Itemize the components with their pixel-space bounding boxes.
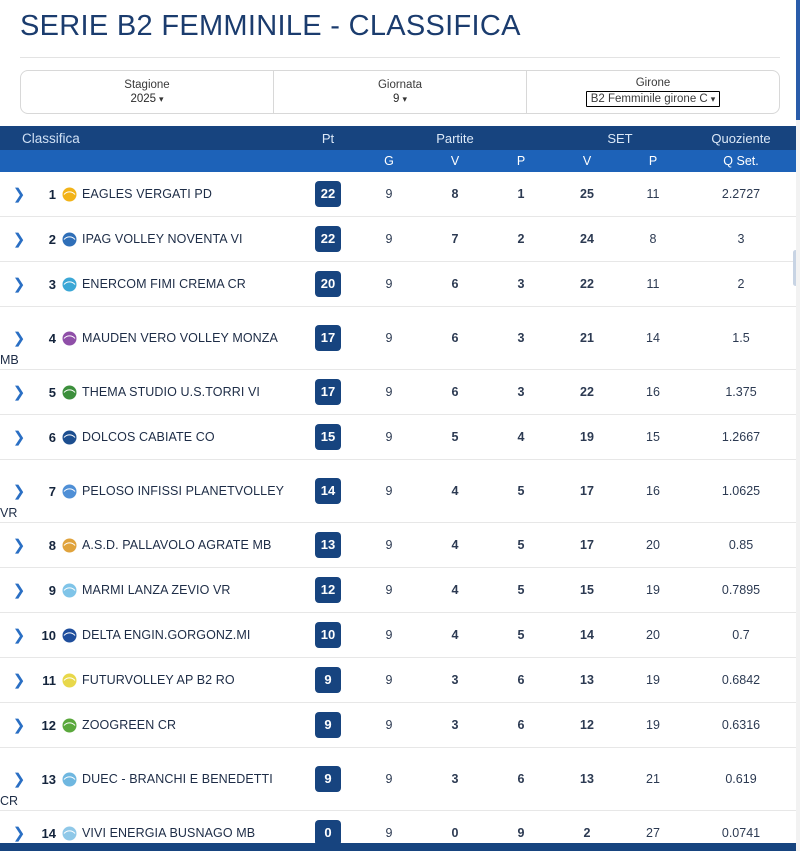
team-name: VIVI ENERGIA BUSNAGO MB (82, 825, 256, 840)
page-title: SERIE B2 FEMMINILE - CLASSIFICA (20, 10, 780, 58)
points-badge: 10 (315, 622, 341, 648)
title-section (0, 0, 800, 58)
matches-won: 8 (451, 187, 459, 201)
sets-lost: 11 (646, 187, 660, 201)
table-header-row-sub (0, 150, 796, 172)
set-quotient: 2.2727 (721, 187, 761, 201)
sets-lost: 15 (646, 430, 660, 444)
points-badge: 12 (315, 577, 341, 603)
matches-played: 9 (385, 187, 393, 201)
table-row[interactable] (0, 172, 796, 217)
expand-row-icon[interactable]: ❯ (12, 672, 26, 689)
sets-won: 15 (580, 583, 594, 597)
sets-won: 2 (583, 826, 591, 840)
set-quotient: 1.5 (732, 331, 750, 345)
matches-lost: 5 (517, 583, 525, 597)
set-quotient: 1.0625 (721, 484, 761, 498)
row-rank: 5 (48, 384, 56, 400)
set-quotient: 1.2667 (721, 430, 761, 444)
expand-row-icon[interactable]: ❯ (12, 582, 26, 599)
points-badge: 0 (315, 820, 341, 846)
matches-lost: 5 (517, 538, 525, 552)
standings-table (0, 126, 796, 851)
set-quotient: 0.6316 (721, 718, 761, 732)
team-name: ENERCOM FIMI CREMA CR (82, 276, 246, 291)
points-cell (300, 577, 356, 603)
row-rank: 11 (42, 672, 56, 688)
expand-row-icon[interactable]: ❯ (12, 483, 26, 500)
expand-row-icon[interactable]: ❯ (12, 717, 26, 734)
matches-lost: 6 (517, 718, 525, 732)
sets-lost: 8 (649, 232, 657, 246)
matches-played: 9 (385, 331, 393, 345)
matches-lost: 5 (517, 628, 525, 642)
set-quotient: 0.6842 (721, 673, 761, 687)
row-rank: 4 (48, 330, 56, 346)
table-row[interactable] (0, 523, 796, 568)
header-partite: Partite (436, 130, 474, 146)
sets-won: 25 (580, 187, 594, 201)
team-name: IPAG VOLLEY NOVENTA VI (82, 231, 243, 246)
matches-won: 4 (451, 538, 459, 552)
points-badge: 20 (315, 271, 341, 297)
matches-played: 9 (385, 385, 393, 399)
points-badge: 14 (315, 478, 341, 504)
sets-won: 13 (580, 673, 594, 687)
team-logo-icon (56, 330, 82, 347)
matches-won: 6 (451, 331, 459, 345)
set-quotient: 0.619 (725, 772, 757, 786)
matches-played: 9 (385, 430, 393, 444)
set-quotient: 2 (737, 277, 745, 291)
expand-row-icon[interactable]: ❯ (12, 186, 26, 203)
table-header-row-groups (0, 126, 796, 150)
table-header (0, 126, 796, 172)
table-row[interactable] (0, 613, 796, 658)
sets-won: 14 (580, 628, 594, 642)
team-name: DOLCOS CABIATE CO (82, 429, 215, 444)
expand-row-icon[interactable]: ❯ (12, 384, 26, 401)
chevron-down-icon: ▾ (402, 94, 407, 104)
team-logo-icon (56, 825, 82, 842)
points-cell (300, 379, 356, 405)
points-cell (300, 712, 356, 738)
set-quotient: 0.0741 (721, 826, 761, 840)
table-row[interactable] (0, 370, 796, 415)
filter-stagione[interactable] (21, 71, 274, 113)
set-quotient: 0.85 (728, 538, 754, 552)
page-scrollbar-thumb[interactable] (796, 0, 800, 120)
expand-row-icon[interactable]: ❯ (12, 429, 26, 446)
team-logo-icon (56, 384, 82, 401)
filter-girone[interactable] (527, 71, 779, 113)
sets-won: 22 (580, 385, 594, 399)
matches-played: 9 (385, 277, 393, 291)
table-row[interactable] (0, 568, 796, 613)
filter-girone-label: Girone (635, 77, 671, 89)
team-logo-icon (56, 627, 82, 644)
team-name: DUEC - BRANCHI E BENEDETTI (82, 771, 273, 786)
matches-lost: 6 (517, 673, 525, 687)
row-rank: 7 (48, 483, 56, 499)
table-row[interactable] (0, 262, 796, 307)
table-footer-bar (0, 843, 796, 851)
matches-played: 9 (385, 673, 393, 687)
points-badge: 17 (315, 325, 341, 351)
matches-won: 7 (451, 232, 459, 246)
sets-won: 12 (580, 718, 594, 732)
row-rank: 8 (48, 537, 56, 553)
points-cell (300, 226, 356, 252)
team-name: THEMA STUDIO U.S.TORRI VI (82, 384, 260, 399)
filters-bar (20, 70, 780, 114)
matches-won: 4 (451, 628, 459, 642)
matches-played: 9 (385, 583, 393, 597)
team-name: EAGLES VERGATI PD (82, 186, 212, 201)
sets-lost: 16 (646, 484, 660, 498)
matches-won: 5 (451, 430, 459, 444)
team-logo-icon (56, 483, 82, 500)
matches-won: 0 (451, 826, 459, 840)
set-quotient: 0.7 (732, 628, 750, 642)
table-row[interactable] (0, 415, 796, 460)
team-name-wrap: MB (0, 353, 19, 367)
team-name: ZOOGREEN CR (82, 717, 177, 732)
team-logo-icon (56, 771, 82, 788)
team-name: MAUDEN VERO VOLLEY MONZA (82, 330, 278, 345)
team-logo-icon (56, 276, 82, 293)
header-g: G (384, 154, 394, 168)
sets-lost: 16 (646, 385, 660, 399)
filter-girone-value[interactable]: B2 Femminile girone C (590, 93, 708, 105)
points-badge: 9 (315, 667, 341, 693)
row-rank: 1 (48, 186, 56, 202)
page-scrollbar-track[interactable] (796, 0, 800, 851)
sets-lost: 27 (646, 826, 660, 840)
team-name: MARMI LANZA ZEVIO VR (82, 582, 231, 597)
row-rank: 6 (48, 429, 56, 445)
sets-won: 17 (580, 538, 594, 552)
expand-row-icon[interactable]: ❯ (12, 231, 26, 248)
matches-lost: 9 (517, 826, 525, 840)
matches-lost: 3 (517, 277, 525, 291)
header-pt-sub (300, 154, 356, 168)
row-rank: 3 (48, 276, 56, 292)
table-row[interactable] (0, 307, 796, 370)
row-rank: 2 (48, 231, 56, 247)
set-quotient: 3 (737, 232, 745, 246)
team-logo-icon (56, 717, 82, 734)
filter-giornata[interactable] (274, 71, 527, 113)
header-p: P (516, 154, 526, 168)
chevron-down-icon: ▾ (159, 94, 164, 104)
matches-played: 9 (385, 772, 393, 786)
matches-played: 9 (385, 538, 393, 552)
matches-won: 4 (451, 583, 459, 597)
points-badge: 22 (315, 226, 341, 252)
matches-won: 6 (451, 385, 459, 399)
points-cell (300, 667, 356, 693)
table-row[interactable] (0, 460, 796, 523)
team-logo-icon (56, 429, 82, 446)
sets-won: 24 (580, 232, 594, 246)
matches-won: 3 (451, 673, 459, 687)
points-cell (300, 424, 356, 450)
team-name-wrap: CR (0, 794, 19, 808)
matches-lost: 3 (517, 331, 525, 345)
filter-stagione-label: Stagione (124, 79, 170, 91)
points-cell (300, 532, 356, 558)
matches-lost: 6 (517, 772, 525, 786)
team-name: A.S.D. PALLAVOLO AGRATE MB (82, 537, 272, 552)
chevron-down-icon: ▾ (710, 94, 716, 104)
header-q-set: Q Set. (723, 154, 759, 168)
filter-giornata-label: Giornata (377, 79, 423, 91)
set-quotient: 1.375 (725, 385, 757, 399)
expand-row-icon[interactable]: ❯ (12, 537, 26, 554)
matches-lost: 3 (517, 385, 525, 399)
matches-lost: 4 (517, 430, 525, 444)
row-rank: 12 (41, 717, 56, 733)
expand-row-icon[interactable]: ❯ (12, 276, 26, 293)
filter-stagione-control[interactable] (130, 93, 163, 105)
team-name: DELTA ENGIN.GORGONZ.MI (82, 627, 251, 642)
team-logo-icon (56, 582, 82, 599)
sets-lost: 19 (646, 673, 660, 687)
table-row[interactable] (0, 703, 796, 748)
team-logo-icon (56, 672, 82, 689)
sets-won: 19 (580, 430, 594, 444)
sets-won: 21 (580, 331, 594, 345)
points-badge: 13 (315, 532, 341, 558)
points-badge: 9 (315, 712, 341, 738)
sets-lost: 14 (646, 331, 660, 345)
matches-played: 9 (385, 232, 393, 246)
team-name: FUTURVOLLEY AP B2 RO (82, 672, 235, 687)
filter-giornata-value[interactable]: 9 (393, 93, 400, 105)
table-body (0, 172, 796, 851)
expand-row-icon[interactable]: ❯ (12, 825, 26, 842)
points-cell (300, 622, 356, 648)
filter-giornata-control[interactable] (393, 93, 407, 105)
filter-girone-control[interactable] (586, 91, 721, 107)
row-rank: 14 (41, 825, 56, 841)
header-set-v: V (582, 154, 592, 168)
sets-lost: 21 (646, 772, 660, 786)
matches-played: 9 (385, 718, 393, 732)
matches-won: 4 (451, 484, 459, 498)
set-quotient: 0.7895 (721, 583, 761, 597)
team-name: PELOSO INFISSI PLANETVOLLEY (82, 483, 285, 498)
sets-won: 13 (580, 772, 594, 786)
matches-lost: 5 (517, 484, 525, 498)
row-rank: 9 (48, 582, 56, 598)
sets-lost: 20 (646, 628, 660, 642)
points-badge: 9 (315, 766, 341, 792)
table-row[interactable] (0, 658, 796, 703)
header-set-p: P (648, 154, 658, 168)
sets-lost: 19 (646, 718, 660, 732)
expand-row-icon[interactable]: ❯ (12, 771, 26, 788)
matches-won: 3 (451, 772, 459, 786)
table-row[interactable] (0, 748, 796, 811)
filter-stagione-value[interactable]: 2025 (130, 93, 157, 105)
matches-played: 9 (385, 484, 393, 498)
matches-lost: 2 (517, 232, 525, 246)
header-v: V (450, 154, 460, 168)
matches-played: 9 (385, 826, 393, 840)
header-classifica: Classifica (22, 130, 80, 146)
team-logo-icon (56, 231, 82, 248)
matches-lost: 1 (517, 187, 525, 201)
team-logo-icon (56, 537, 82, 554)
points-cell (300, 325, 356, 351)
matches-played: 9 (385, 628, 393, 642)
expand-row-icon[interactable]: ❯ (12, 627, 26, 644)
header-quoziente: Quoziente (711, 130, 771, 146)
points-badge: 22 (315, 181, 341, 207)
team-name-wrap: VR (0, 506, 18, 520)
sets-won: 17 (580, 484, 594, 498)
matches-won: 6 (451, 277, 459, 291)
row-rank: 10 (41, 627, 56, 643)
points-cell (300, 766, 356, 792)
points-badge: 17 (315, 379, 341, 405)
sets-won: 22 (580, 277, 594, 291)
team-logo-icon (56, 186, 82, 203)
points-cell (300, 478, 356, 504)
table-row[interactable] (0, 217, 796, 262)
header-set: SET (607, 130, 633, 146)
sets-lost: 11 (646, 277, 660, 291)
row-rank: 13 (41, 771, 56, 787)
matches-won: 3 (451, 718, 459, 732)
points-cell (300, 271, 356, 297)
points-badge: 15 (315, 424, 341, 450)
sets-lost: 20 (646, 538, 660, 552)
expand-row-icon[interactable]: ❯ (12, 330, 26, 347)
points-cell (300, 181, 356, 207)
header-pt: Pt (321, 130, 335, 146)
sets-lost: 19 (646, 583, 660, 597)
